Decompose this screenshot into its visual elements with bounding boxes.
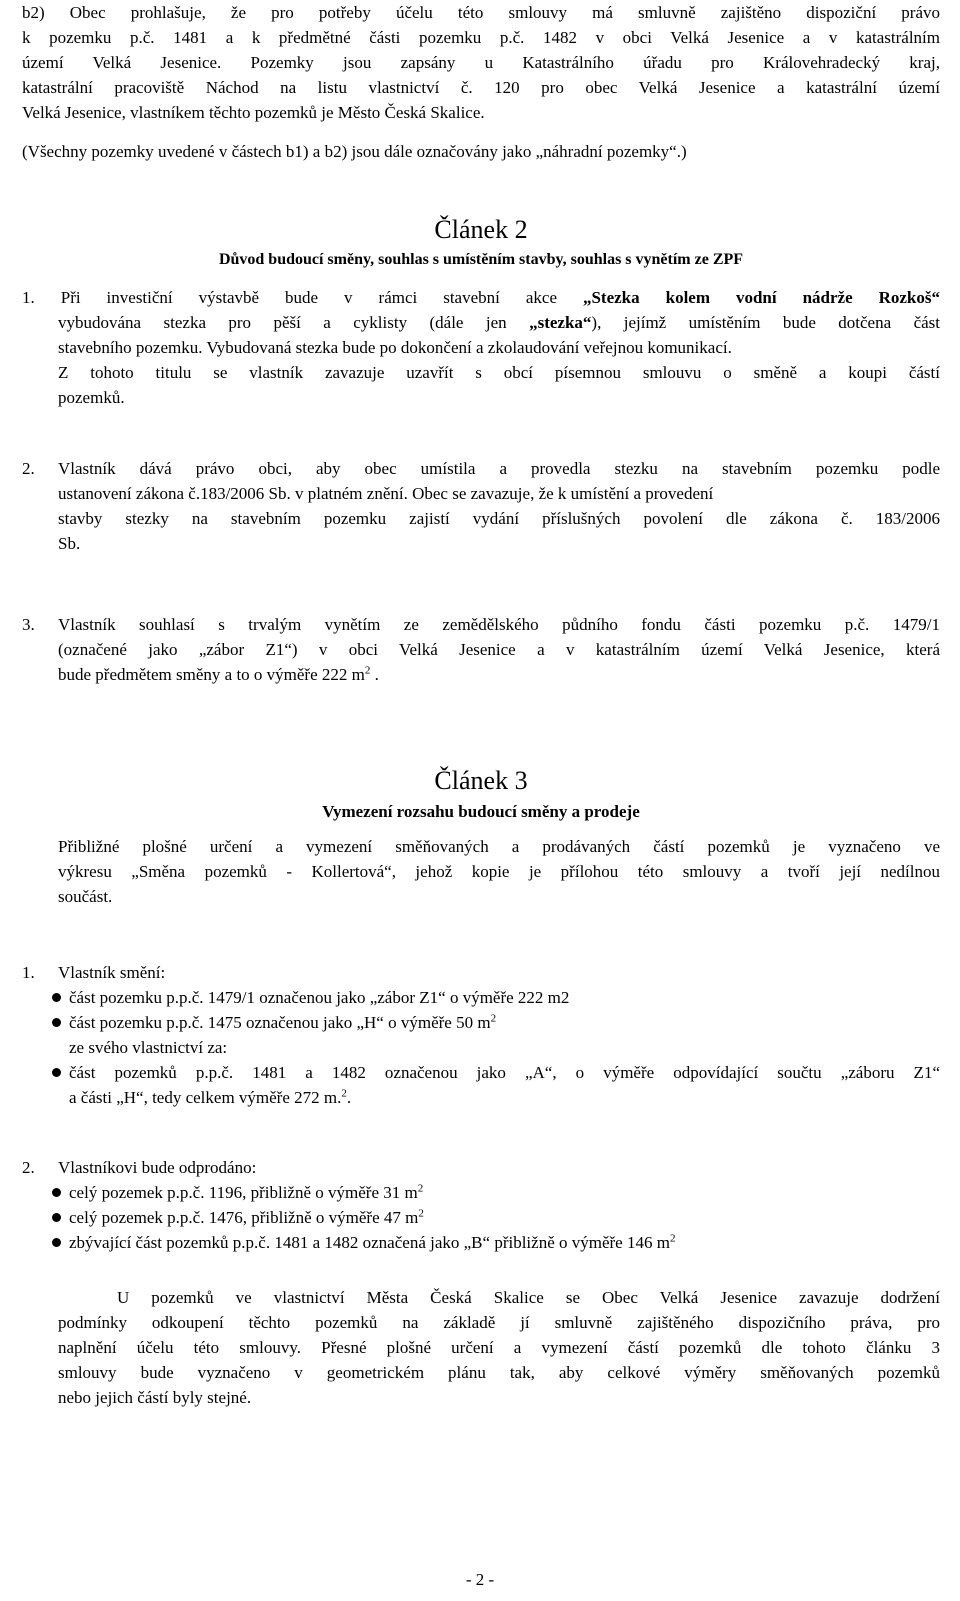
a3-item-1-label: Vlastník smění: bbox=[58, 963, 166, 982]
a3-intro-line-3: součást. bbox=[58, 887, 113, 906]
a3-item-2-b1-sup: 2 bbox=[417, 1182, 424, 1195]
a3-item-2-b3-text: zbývající část pozemků p.p.č. 1481 a 1482 označená jako „B“ přibližně o výměře 146 m bbox=[69, 1233, 670, 1252]
a2p1-action-name: „Stezka kolem vodní nádrže Rozkoš“ bbox=[582, 288, 940, 307]
b2-line-3: území Velká Jesenice. Pozemky jsou zapsány u Katastrálního úřadu pro Královehradecký kraj, bbox=[22, 53, 940, 72]
a3-item-1-mid: ze svého vlastnictví za: bbox=[69, 1038, 228, 1057]
a2p1-number: 1. bbox=[22, 288, 35, 307]
a2p3-sup: 2 bbox=[364, 664, 371, 677]
a3-item-1 bbox=[22, 960, 940, 1120]
a3-item-2-b3-sup: 2 bbox=[669, 1232, 676, 1245]
section-b2 bbox=[22, 0, 940, 125]
b2-line-1: b2) Obec prohlašuje, že pro potřeby účelu této smlouvy má smluvně zajištěno dispoziční právo bbox=[22, 3, 940, 22]
a2p3-number: 3. bbox=[22, 615, 35, 634]
bullet-dot bbox=[52, 1188, 61, 1197]
bullet-dot bbox=[52, 993, 61, 1002]
a3-closing-line-4: smlouvy bude vyznačeno v geometrickém plánu tak, aby celkové výměry směňovaných pozemků bbox=[58, 1363, 940, 1382]
article-2-point-2 bbox=[22, 456, 940, 556]
a3-item-1-bullet-2 bbox=[69, 1010, 496, 1035]
note-text: (Všechny pozemky uvedené v částech b1) a b2) jsou dále označovány jako „náhradní pozemky“.) bbox=[22, 142, 687, 161]
a3-intro-line-2: výkresu „Směna pozemků - Kollertová“, jehož kopie je přílohou této smlouvy a tvoří její nedílnou bbox=[58, 862, 940, 881]
a2p3-line-3-end: . bbox=[370, 665, 379, 684]
a3-closing bbox=[22, 1285, 940, 1410]
article-3-subtitle: Vymezení rozsahu budoucí směny a prodeje bbox=[322, 802, 640, 821]
a3-item-1-b3l2-sup: 2 bbox=[341, 1087, 347, 1100]
a3-closing-line-1: U pozemků ve vlastnictví Města Česká Skalice se Obec Velká Jesenice zavazuje dodržení bbox=[117, 1288, 940, 1307]
a2p1-line-2-c: ), jejímž umístěním bude dotčena část bbox=[591, 313, 940, 332]
a2p1-line-1-text: Při investiční výstavbě bude v rámci stavební akce bbox=[60, 288, 583, 307]
a2p2-line-2: ustanovení zákona č.183/2006 Sb. v platném znění. Obec se zavazuje, že k umístění a provedení bbox=[58, 484, 714, 503]
a2p2-line-4: Sb. bbox=[58, 534, 81, 553]
a2p1-stezka: „stezka“ bbox=[529, 313, 592, 332]
a2p1-line-3: stavebního pozemku. Vybudovaná stezka bude po dokončení a zkolaudování veřejnou komunikací. bbox=[58, 338, 732, 357]
a3-item-1-number: 1. bbox=[22, 963, 35, 982]
article-2-point-1 bbox=[22, 285, 940, 410]
a2p1-line-2-a: vybudována stezka pro pěší a cyklisty (dále jen bbox=[58, 313, 530, 332]
note-paragraph bbox=[22, 139, 940, 164]
a3-item-1-bullet-3-line-1: část pozemků p.p.č. 1481 a 1482 označenou jako „A“, o výměře odpovídající součtu „záboru Z1“ bbox=[69, 1063, 940, 1082]
a3-closing-line-2: podmínky odkoupení těchto pozemků na základě jí smluvně zajištěného dispozičního práva, pro bbox=[58, 1313, 940, 1332]
article-3-intro bbox=[22, 834, 940, 909]
a3-item-2-label: Vlastníkovi bude odprodáno: bbox=[58, 1158, 257, 1177]
a3-item-2-b2-sup: 2 bbox=[418, 1207, 424, 1220]
bullet-dot bbox=[52, 1018, 61, 1027]
a2p3-line-1: Vlastník souhlasí s trvalým vynětím ze zemědělského půdního fondu části pozemku p.č. 1479/1 bbox=[58, 615, 940, 634]
a3-intro-line-1: Přibližné plošné určení a vymezení směňovaných a prodávaných částí pozemků je vyznačeno ve bbox=[58, 837, 940, 856]
a3-item-2-b2-text: celý pozemek p.p.č. 1476, přibližně o výměře 47 m bbox=[69, 1208, 419, 1227]
a3-item-2-bullet-3 bbox=[69, 1230, 675, 1255]
a3-item-1-b3l2-end: . bbox=[346, 1088, 352, 1107]
a2p2-line-1: Vlastník dává právo obci, aby obec umístila a provedla stezku na stavebním pozemku podle bbox=[58, 459, 940, 478]
a3-item-2-b1-text: celý pozemek p.p.č. 1196, přibližně o výměře 31 m bbox=[69, 1183, 418, 1202]
page-number: - 2 - bbox=[465, 1570, 495, 1589]
a3-item-2 bbox=[22, 1155, 940, 1265]
a2p2-line-3: stavby stezky na stavebním pozemku zajistí vydání příslušných povolení dle zákona č. 183/2006 bbox=[58, 509, 940, 528]
b2-line-5: Velká Jesenice, vlastníkem těchto pozemků je Město Česká Skalice. bbox=[22, 103, 485, 122]
a3-closing-line-3: naplnění účelu této smlouvy. Přesné plošné určení a vymezení částí pozemků dle tohoto článku 3 bbox=[58, 1338, 940, 1357]
a3-item-1-bullet-2-text: část pozemku p.p.č. 1475 označenou jako „H“ o výměře 50 m bbox=[69, 1013, 491, 1032]
a2p1-line-4: Z tohoto titulu se vlastník zavazuje uzavřít s obcí písemnou smlouvu o směně a koupi částí bbox=[58, 363, 940, 382]
a2p3-line-3 bbox=[58, 662, 940, 687]
article-2-title: Článek 2 bbox=[434, 215, 528, 244]
a3-item-1-bullet-2-sup: 2 bbox=[490, 1012, 497, 1025]
bullet-dot bbox=[52, 1068, 61, 1077]
a2p1-line-2 bbox=[58, 310, 940, 335]
a3-item-1-bullet-1: část pozemku p.p.č. 1479/1 označenou jako „zábor Z1“ o výměře 222 m2 bbox=[69, 988, 570, 1007]
a2p3-row bbox=[22, 612, 940, 637]
bullet-dot bbox=[52, 1238, 61, 1247]
bullet-dot bbox=[52, 1213, 61, 1222]
article-2-subtitle: Důvod budoucí směny, souhlas s umístěním stavby, souhlas s vynětím ze ZPF bbox=[218, 251, 744, 268]
article-2-point-3 bbox=[22, 612, 940, 687]
b2-line-4: katastrální pracoviště Náchod na listu vlastnictví č. 120 pro obec Velká Jesenice a katastrální území bbox=[22, 78, 940, 97]
a3-closing-line-5: nebo jejich částí byly stejné. bbox=[58, 1388, 252, 1407]
a2p1-line-1 bbox=[22, 285, 940, 310]
a2p2-number: 2. bbox=[22, 459, 35, 478]
article-3-title: Článek 3 bbox=[434, 766, 528, 795]
a2p2-row bbox=[22, 456, 940, 481]
a3-item-1-b3l2-text: a části „H“, tedy celkem výměře 272 m. bbox=[69, 1088, 342, 1107]
a3-item-2-number: 2. bbox=[22, 1158, 35, 1177]
a2p3-line-3-text: bude předmětem směny a to o výměře 222 m bbox=[58, 665, 365, 684]
a3-item-2-bullet-1 bbox=[69, 1180, 423, 1205]
a2p3-line-2: (označené jako „zábor Z1“) v obci Velká Jesenice a v katastrálním území Velká Jesenice, která bbox=[58, 640, 940, 659]
b2-line-2: k pozemku p.č. 1481 a k předmětné části pozemku p.č. 1482 v obci Velká Jesenice a v katastrálním bbox=[22, 28, 940, 47]
a3-item-1-bullet-3-line-2 bbox=[69, 1085, 351, 1110]
a2p1-line-5: pozemků. bbox=[58, 388, 125, 407]
a3-item-2-bullet-2 bbox=[69, 1205, 424, 1230]
